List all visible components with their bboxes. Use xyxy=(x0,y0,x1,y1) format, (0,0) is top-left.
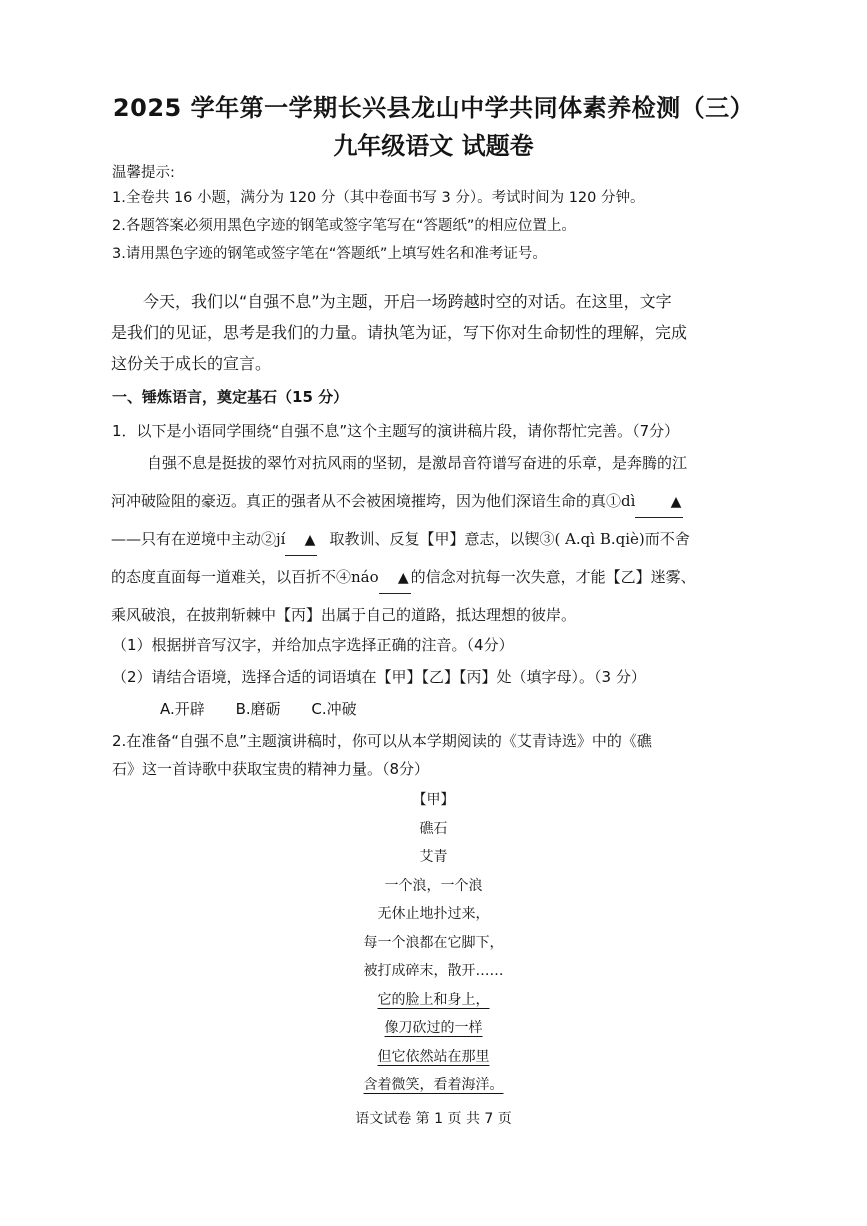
tips-block xyxy=(112,162,792,268)
question-1-stem: 1．以下是小语同学围绕“自强不息”这个主题写的演讲稿片段，请你帮忙完善。（7分） xyxy=(112,422,680,440)
poem-line-underlined xyxy=(0,1014,867,1043)
exam-subtitle: 九年级语文 试题卷 xyxy=(333,132,534,160)
question-1-sub1: （1）根据拼音写汉字，并给加点字选择正确的注音。（4分） xyxy=(112,636,514,654)
tip-item: 2.各题答案必须用黑色字迹的钢笔或签字笔写在“答题纸”的相应位置上。 xyxy=(112,218,576,234)
excerpt-text: 的态度直面每一道难关，以百折不④náo xyxy=(111,568,379,586)
excerpt-text: 河冲破险阻的豪迈。真正的强者从不会被困境摧垮，因为他们深谙生命的真①dì xyxy=(111,492,636,510)
underlined-text: 它的脸上和身上， xyxy=(377,991,490,1008)
option-a: A.开辟 xyxy=(160,700,205,718)
question-2-stem-line2: 石》这一首诗歌中获取宝贵的精神力量。（8分） xyxy=(112,760,430,778)
word-options xyxy=(160,698,383,719)
answer-blank-2 xyxy=(285,524,317,556)
excerpt-text: 取教训、反复【甲】意志，以锲③( A.qì B.qiè)而不舍 xyxy=(329,530,690,548)
excerpt-line: 自强不息是挺拔的翠竹对抗风雨的坚韧，是激昂音符谱写奋进的乐章，是奔腾的江 xyxy=(147,454,688,472)
poem-line: 被打成碎末，散开…… xyxy=(363,963,504,979)
question-1-sub2: （2）请结合语境，选择合适的词语填在【甲】【乙】【丙】处（填字母）。（3 分） xyxy=(112,668,646,686)
poem-block xyxy=(0,786,867,1100)
excerpt-line xyxy=(111,562,761,600)
speech-excerpt xyxy=(111,448,761,638)
excerpt-line xyxy=(111,486,761,524)
answer-blank-4 xyxy=(379,562,411,594)
excerpt-line: 乘风破浪，在披荆斩棘中【丙】出属于自己的道路，抵达理想的彼岸。 xyxy=(111,606,577,624)
underlined-text: 含着微笑，看着海洋。 xyxy=(363,1077,504,1093)
option-b: B.磨砺 xyxy=(235,700,281,718)
excerpt-text: ——只有在逆境中主动②jí xyxy=(111,530,286,548)
poem-line: 每一个浪都在它脚下， xyxy=(363,934,504,951)
section-title: 一、锤炼语言，奠定基石（15 分） xyxy=(112,388,349,406)
exam-title: 2025 学年第一学期长兴县龙山中学共同体素养检测（三） xyxy=(112,94,755,122)
poem-title: 礁石 xyxy=(419,820,448,837)
excerpt-line xyxy=(111,524,761,562)
intro-line: 今天，我们以“自强不息”为主题，开启一场跨越时空的对话。在这里，文字 xyxy=(143,292,672,311)
blank-mark-icon: ▲ xyxy=(304,532,316,548)
answer-blank-1 xyxy=(635,486,683,518)
poem-line-underlined xyxy=(0,1043,867,1072)
poem-line-underlined xyxy=(0,986,867,1015)
excerpt-text: 的信念对抗每一次失意，才能【乙】迷雾、 xyxy=(410,568,696,586)
intro-paragraph xyxy=(111,286,771,379)
poem-line: 一个浪，一个浪 xyxy=(384,877,483,894)
intro-line: 这份关于成长的宣言。 xyxy=(111,354,272,373)
intro-line: 是我们的见证，思考是我们的力量。请执笔为证，写下你对生命韧性的理解，完成 xyxy=(111,323,688,342)
blank-mark-icon: ▲ xyxy=(670,494,682,510)
tip-item: 3.请用黑色字迹的钢笔或签字笔在“答题纸”上填写姓名和准考证号。 xyxy=(112,246,547,262)
question-2-stem-line1: 2.在准备“自强不息”主题演讲稿时，你可以从本学期阅读的《艾青诗选》中的《礁 xyxy=(112,732,652,750)
blank-mark-icon: ▲ xyxy=(397,570,409,586)
underlined-text: 像刀砍过的一样 xyxy=(384,1020,483,1036)
poem-author: 艾青 xyxy=(419,849,448,865)
tips-title: 温馨提示: xyxy=(112,165,175,181)
poem-marker: 【甲】 xyxy=(412,792,455,808)
poem-line: 无休止地扑过来， xyxy=(377,906,490,922)
tip-item: 1.全卷共 16 小题，满分为 120 分（其中卷面书写 3 分）。考试时间为 120 分钟。 xyxy=(112,190,645,206)
page-footer: 语文试卷 第 1 页 共 7 页 xyxy=(355,1111,512,1127)
poem-line-underlined xyxy=(0,1071,867,1100)
underlined-text: 但它依然站在那里 xyxy=(377,1048,490,1065)
option-c: C.冲破 xyxy=(311,700,357,718)
